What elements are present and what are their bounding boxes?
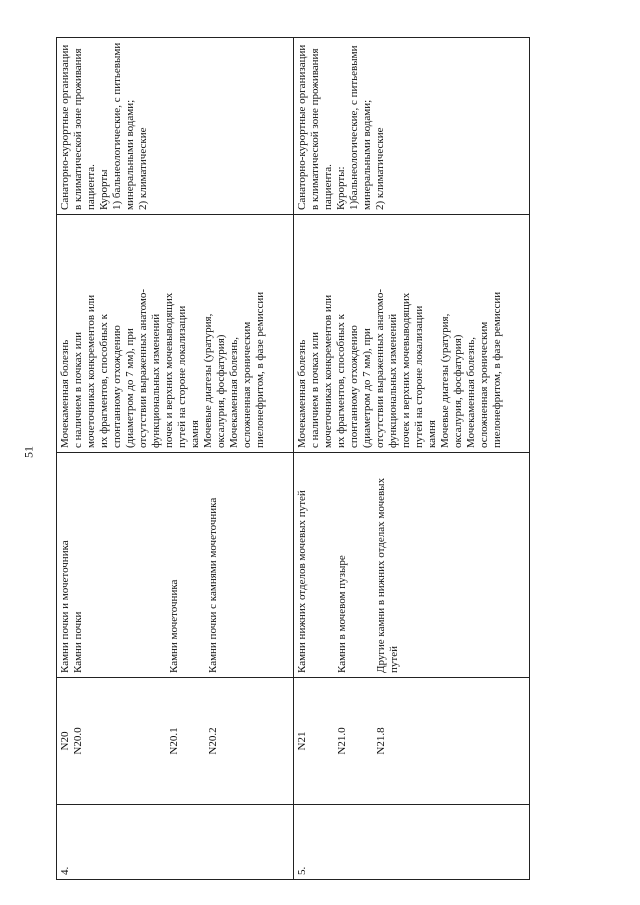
condition-line: почек и верхних мочевыводящих xyxy=(399,292,412,448)
condition-line: пиелонефритом, в фазе ремиссии xyxy=(254,291,266,448)
condition-line: мочеточниках конкрементов или xyxy=(85,294,97,448)
condition-line: камня xyxy=(425,420,438,448)
facility-line: пациента. xyxy=(85,164,97,210)
diagnosis-name: Камни почки xyxy=(72,611,84,673)
facility-line: пациента. xyxy=(321,164,334,210)
icd-code: N21 xyxy=(295,731,308,751)
facility-line: Курорты xyxy=(98,169,110,210)
facility-line: Санаторно-курортные организации xyxy=(295,44,308,210)
facility-line: Курорты: xyxy=(334,166,347,210)
facility-line: в климатической зоне проживания xyxy=(72,48,84,210)
diagnosis-name: Камни почки с камнями мочеточника xyxy=(207,497,219,673)
diagnosis-name: Камни в мочевом пузыре xyxy=(335,555,348,673)
condition-line: оксалурия, фосфатурия) xyxy=(215,334,227,448)
condition-line: (диаметром до 7 мм), при xyxy=(360,328,373,448)
diagnosis-name-cell xyxy=(293,453,530,678)
facility-cell xyxy=(57,38,294,215)
icd-code: N20 xyxy=(59,731,71,751)
condition-line: мочеточниках конкрементов или xyxy=(321,294,334,448)
condition-line: камня xyxy=(189,420,201,448)
condition-line: почек и верхних мочевыводящих xyxy=(163,292,175,448)
row-number-cell xyxy=(57,805,294,880)
icd-code: N21.0 xyxy=(335,727,348,755)
page-number: 51 xyxy=(21,446,36,458)
icd-code-cell xyxy=(57,678,294,805)
facility-line: 1) бальнеологические, с питьевыми xyxy=(111,42,123,210)
facility-line: минеральными водами; xyxy=(124,99,136,210)
condition-line: их фрагментов, способных к xyxy=(334,314,347,448)
condition-line: с наличием в почках или xyxy=(308,331,321,448)
facility-line: в климатической зоне проживания xyxy=(308,48,321,210)
condition-cell xyxy=(57,215,294,453)
condition-line: их фрагментов, способных к xyxy=(98,314,110,448)
row-number-cell xyxy=(293,805,530,880)
diagnosis-name-cell xyxy=(57,453,294,678)
condition-line: осложненная хроническим xyxy=(477,321,490,448)
facility-cell xyxy=(293,38,530,215)
icd-code-cell xyxy=(293,678,530,805)
diagnosis-name: Камни нижних отделов мочевых путей xyxy=(295,490,308,673)
facility-line: минеральными водами; xyxy=(360,99,373,210)
table-row-4 xyxy=(57,38,294,880)
icd-code: N20.2 xyxy=(207,727,219,755)
condition-line: Мочекаменная болезнь, xyxy=(464,337,477,448)
rotated-table-container xyxy=(56,38,530,880)
table-row-5 xyxy=(293,38,530,880)
diagnosis-name: Другие камни в нижних отделах мочевых xyxy=(374,477,387,673)
condition-line: Мочевые диатезы (уратурия, xyxy=(202,313,214,448)
row-number: 5. xyxy=(295,866,308,875)
facility-line: 1)бальнеологические, с питьевыми xyxy=(347,45,360,210)
icd-code: N20.0 xyxy=(72,727,84,755)
condition-line: путей на стороне локализации xyxy=(176,305,188,448)
condition-line: путей на стороне локализации xyxy=(412,305,425,448)
condition-line: пиелонефритом, в фазе ремиссии xyxy=(490,291,503,448)
diagnosis-name: путей xyxy=(387,646,400,673)
condition-line: Мочевые диатезы (уратурия, xyxy=(438,313,451,448)
condition-line: функциональных изменений xyxy=(386,313,399,448)
diagnosis-name: Камни почки и мочеточника xyxy=(59,540,71,673)
condition-cell xyxy=(293,215,530,453)
condition-line: отсутствии выраженных анатомо- xyxy=(373,288,386,448)
icd-code: N21.8 xyxy=(374,727,387,755)
diagnosis-name: Камни мочеточника xyxy=(168,579,180,673)
row-number: 4. xyxy=(59,866,71,875)
condition-line: с наличием в почках или xyxy=(72,331,84,448)
condition-line: Мочекаменная болезнь xyxy=(59,339,71,448)
condition-line: отсутствии выраженных анатомо- xyxy=(137,288,149,448)
condition-line: спонтанному отхождению xyxy=(347,325,360,448)
condition-line: Мочекаменная болезнь xyxy=(295,339,308,448)
condition-line: осложненная хроническим xyxy=(241,321,253,448)
facility-line: 2) климатические xyxy=(373,127,386,210)
condition-line: Мочекаменная болезнь, xyxy=(228,337,240,448)
condition-line: (диаметром до 7 мм), при xyxy=(124,328,136,448)
condition-line: оксалурия, фосфатурия) xyxy=(451,334,464,448)
facility-line: Санаторно-курортные организации xyxy=(59,44,71,210)
condition-line: спонтанному отхождению xyxy=(111,325,123,448)
facility-line: 2) климатические xyxy=(137,127,149,210)
condition-line: функциональных изменений xyxy=(150,313,162,448)
resort-indications-table xyxy=(56,37,530,880)
icd-code: N20.1 xyxy=(168,727,180,755)
